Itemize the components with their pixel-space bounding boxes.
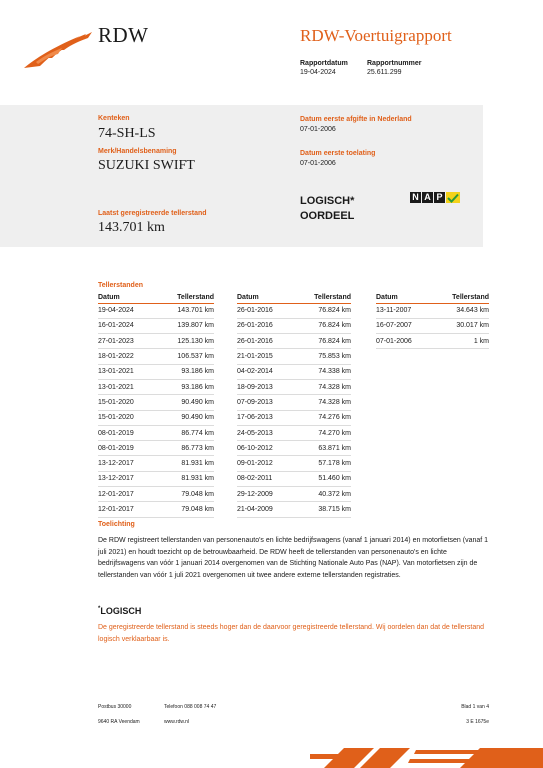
tellerstanden-table-1 <box>98 293 214 518</box>
row-tellerstand: 81.931 km <box>155 456 214 471</box>
col-tellerstand-header: Tellerstand <box>432 293 489 303</box>
row-tellerstand: 125.130 km <box>155 334 214 349</box>
table-row <box>98 471 214 486</box>
row-datum: 18-09-2013 <box>237 379 293 394</box>
toelating-label: Datum eerste toelating <box>300 150 376 157</box>
tellerstand-value: 143.701 km <box>98 220 165 235</box>
row-tellerstand: 74.328 km <box>293 395 351 410</box>
row-datum: 26-01-2016 <box>237 318 293 333</box>
table-row <box>237 334 351 349</box>
row-datum: 29-12-2009 <box>237 487 293 502</box>
row-datum: 12-01-2017 <box>98 487 155 502</box>
table-row <box>98 395 214 410</box>
row-tellerstand: 79.048 km <box>155 502 214 517</box>
oordeel-block <box>300 194 354 224</box>
row-datum: 16-01-2024 <box>98 318 155 333</box>
table-row <box>98 334 214 349</box>
footer-postbus: Postbus 30000 <box>98 704 132 710</box>
row-datum: 27-01-2023 <box>98 334 155 349</box>
col-datum-header: Datum <box>237 293 293 303</box>
table-row <box>98 425 214 440</box>
rapportnummer-block <box>367 60 421 76</box>
table-header-row <box>376 293 489 303</box>
row-datum: 19-04-2024 <box>98 303 155 318</box>
row-tellerstand: 1 km <box>432 334 489 349</box>
table-row <box>237 395 351 410</box>
oordeel-line1: LOGISCH* <box>300 195 355 207</box>
table-row <box>98 349 214 364</box>
row-tellerstand: 93.186 km <box>155 364 214 379</box>
col-datum-header: Datum <box>376 293 432 303</box>
footer-telefoon: Telefoon 088 008 74 47 <box>164 704 217 710</box>
afgifte-label: Datum eerste afgifte in Nederland <box>300 116 412 123</box>
row-tellerstand: 51.460 km <box>293 471 351 486</box>
table-row <box>376 334 489 349</box>
row-tellerstand: 57.178 km <box>293 456 351 471</box>
footer-plaats: 9640 RA Veendam <box>98 719 140 725</box>
row-tellerstand: 81.931 km <box>155 471 214 486</box>
table-row <box>98 410 214 425</box>
row-datum: 13-12-2017 <box>98 456 155 471</box>
row-tellerstand: 30.017 km <box>432 318 489 333</box>
table-row <box>237 502 351 517</box>
row-tellerstand: 74.328 km <box>293 379 351 394</box>
kenteken-label: Kenteken <box>98 115 130 122</box>
row-datum: 26-01-2016 <box>237 334 293 349</box>
col-datum-header: Datum <box>98 293 155 303</box>
logisch-text: De geregistreerde tellerstand is steeds hoger dan de daarvoor geregistreerde tellerstand. Wij oordelen dan dat de tellerstand logisch verklaarbaar is. <box>98 624 485 643</box>
afgifte-value: 07-01-2006 <box>300 126 336 133</box>
rapportnummer-label: Rapportnummer <box>367 60 422 67</box>
merk-label: Merk/Handelsbenaming <box>98 148 177 155</box>
tellerstand-field <box>98 210 207 236</box>
check-icon <box>446 192 460 203</box>
row-tellerstand: 75.853 km <box>293 349 351 364</box>
table-row <box>98 441 214 456</box>
table-row <box>237 425 351 440</box>
table-row <box>237 456 351 471</box>
merk-field <box>98 148 195 174</box>
logisch-star: * <box>98 606 101 612</box>
row-datum: 07-01-2006 <box>376 334 432 349</box>
tellerstanden-table-3 <box>376 293 489 349</box>
table-row <box>98 303 214 318</box>
row-datum: 15-01-2020 <box>98 395 155 410</box>
table-row <box>98 502 214 517</box>
row-datum: 18-01-2022 <box>98 349 155 364</box>
row-datum: 15-01-2020 <box>98 410 155 425</box>
table-row <box>98 456 214 471</box>
row-datum: 16-07-2007 <box>376 318 432 333</box>
rapportdatum-label: Rapportdatum <box>300 60 348 67</box>
row-datum: 13-12-2017 <box>98 471 155 486</box>
col-tellerstand-header: Tellerstand <box>155 293 214 303</box>
row-tellerstand: 76.824 km <box>293 334 351 349</box>
row-datum: 04-02-2014 <box>237 364 293 379</box>
table-row <box>98 487 214 502</box>
row-datum: 21-04-2009 <box>237 502 293 517</box>
table-row <box>376 318 489 333</box>
row-tellerstand: 74.276 km <box>293 410 351 425</box>
row-tellerstand: 90.490 km <box>155 395 214 410</box>
row-tellerstand: 63.871 km <box>293 441 351 456</box>
table-row <box>98 364 214 379</box>
toelichting-text: De RDW registreert tellerstanden van personenauto's en lichte bedrijfswagens (vanaf 1 januari 2014) en motorfietsen (vanaf 1 juli 2021) en houdt toezicht op de betrouwbaarheid. De RDW heeft de tellerstanden van personenauto's en lichte bedrijfswagens van vóór 1 januari 2014 overgenomen van de Stichting Nationale Auto Pas (NAP). Van motorfietsen zijn de tellerstanden van vóór 1 juli 2021 overgenomen uit twee andere externe tellerstanden registraties. <box>98 537 489 579</box>
table-header-row <box>237 293 351 303</box>
row-tellerstand: 143.701 km <box>155 303 214 318</box>
row-tellerstand: 86.774 km <box>155 425 214 440</box>
row-tellerstand: 38.715 km <box>293 502 351 517</box>
row-tellerstand: 93.186 km <box>155 379 214 394</box>
row-tellerstand: 74.338 km <box>293 364 351 379</box>
rdw-logo-icon <box>22 28 94 70</box>
rapportdatum-value: 19-04-2024 <box>300 69 336 76</box>
row-tellerstand: 76.824 km <box>293 303 351 318</box>
rapportnummer-value: 25.611.299 <box>367 69 402 76</box>
row-datum: 13-11-2007 <box>376 303 432 318</box>
footer-code: 3 E 1675e <box>466 719 489 725</box>
toelichting-title: Toelichting <box>98 521 135 528</box>
row-datum: 24-05-2013 <box>237 425 293 440</box>
brand-name: RDW <box>98 23 149 47</box>
rapportdatum-block <box>300 60 348 76</box>
row-tellerstand: 106.537 km <box>155 349 214 364</box>
row-tellerstand: 79.048 km <box>155 487 214 502</box>
logisch-title <box>98 606 141 616</box>
table-row <box>237 318 351 333</box>
table-row <box>237 487 351 502</box>
table-row <box>237 364 351 379</box>
row-tellerstand: 86.773 km <box>155 441 214 456</box>
row-datum: 08-01-2019 <box>98 425 155 440</box>
row-datum: 08-02-2011 <box>237 471 293 486</box>
row-datum: 26-01-2016 <box>237 303 293 318</box>
merk-value: SUZUKI SWIFT <box>98 158 195 173</box>
table-row <box>98 318 214 333</box>
tellerstanden-title: Tellerstanden <box>98 282 143 289</box>
row-datum: 06-10-2012 <box>237 441 293 456</box>
logisch-title-text: LOGISCH <box>100 606 142 616</box>
row-tellerstand: 90.490 km <box>155 410 214 425</box>
nap-logo <box>410 192 460 203</box>
row-datum: 21-01-2015 <box>237 349 293 364</box>
afgifte-field <box>300 116 412 133</box>
row-tellerstand: 139.807 km <box>155 318 214 333</box>
row-datum: 09-01-2012 <box>237 456 293 471</box>
col-tellerstand-header: Tellerstand <box>293 293 351 303</box>
table-row <box>237 441 351 456</box>
document-title: RDW-Voertuigrapport <box>300 26 452 45</box>
row-datum: 07-09-2013 <box>237 395 293 410</box>
kenteken-field <box>98 115 156 142</box>
row-datum: 12-01-2017 <box>98 502 155 517</box>
oordeel-line2: OORDEEL <box>300 210 355 222</box>
rdw-stripe-icon <box>310 745 543 768</box>
footer-page-info <box>461 700 489 730</box>
table-row <box>237 471 351 486</box>
tellerstand-label: Laatst geregistreerde tellerstand <box>98 210 207 217</box>
footer-blad: Blad 1 van 4 <box>461 704 489 710</box>
footer-address <box>98 700 140 730</box>
table-row <box>237 379 351 394</box>
table-row <box>237 303 351 318</box>
table-row <box>237 349 351 364</box>
row-datum: 08-01-2019 <box>98 441 155 456</box>
row-datum: 13-01-2021 <box>98 364 155 379</box>
row-tellerstand: 40.372 km <box>293 487 351 502</box>
row-tellerstand: 34.643 km <box>432 303 489 318</box>
row-datum: 17-06-2013 <box>237 410 293 425</box>
table-row <box>98 379 214 394</box>
nap-letter: N <box>410 192 421 203</box>
toelating-value: 07-01-2006 <box>300 160 336 167</box>
kenteken-value: 74-SH-LS <box>98 126 156 141</box>
row-tellerstand: 76.824 km <box>293 318 351 333</box>
toelating-field <box>300 150 375 167</box>
footer-web: www.rdw.nl <box>164 719 190 725</box>
table-row <box>237 410 351 425</box>
nap-letter: P <box>434 192 445 203</box>
row-tellerstand: 74.270 km <box>293 425 351 440</box>
row-datum: 13-01-2021 <box>98 379 155 394</box>
footer-contact <box>164 700 216 730</box>
table-row <box>376 303 489 318</box>
nap-letter: A <box>422 192 433 203</box>
table-header-row <box>98 293 214 303</box>
tellerstanden-table-2 <box>237 293 351 518</box>
